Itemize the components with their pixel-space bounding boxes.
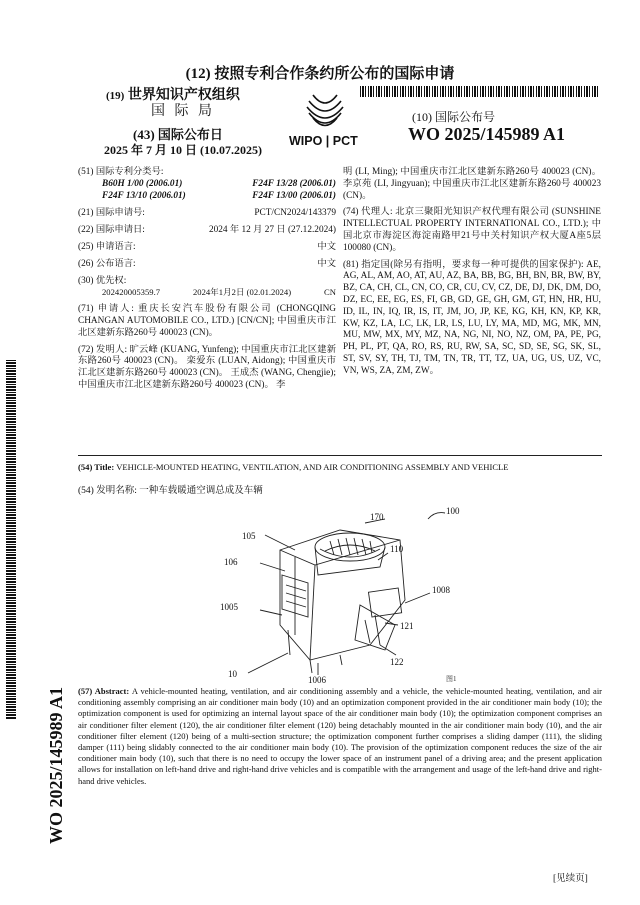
agent-block: (74) 代理人: 北京三聚阳光知识产权代理有限公司 (SUNSHINE INTELLECTUAL PROPERTY INTERNATIONAL CO., LTD.); 中国北京市海淀区海淀南路甲21号中关村知识产权大厦A座5层 100080 (CN)。: [343, 207, 601, 253]
bibliographic-left-column: [78, 167, 336, 392]
publication-language-row: [78, 259, 336, 271]
org-code: (19): [106, 90, 125, 102]
figure-label: 1005: [220, 602, 238, 612]
filing-date-label: (22) 国际申请日:: [78, 225, 145, 236]
abstract-label: (57) Abstract:: [78, 686, 130, 696]
designated-states-block: (81) 指定国(除另有指明，要求每一种可提供的国家保护): AE, AG, AL, AM, AO, AT, AU, AZ, BA, BB, BG, BH, BN, BR, BW, BY, BZ, CA, CH, CL, CN, CO, CR, CU, CV, CZ, DE, DJ, DK, DM, DO, DZ, EC, EE, EG, ES, FI, GB, GD, GE, GH, GM, GT, HN, HR, HU, ID, IL, IN, IQ, IR, IS, IT, JM, JO, JP, KE, KG, KH, KN, KP, KR, KW, KZ, LA, LC, LK, LR, LS, LU, LY, MA, MD, MG, MK, MN, MU, MW, MX, MY, MZ, NA, NG, NI, NO, NZ, OM, PA, PE, PG, PH, PL, PT, QA, RO, RS, RU, RW, SA, SC, SD, SE, SG, SK, SL, ST, SV, SY, TH, TJ, TM, TN, TR, TT, TZ, UA, UG, US, UZ, VC, VN, WS, ZA, ZM, ZW。: [343, 259, 601, 376]
publication-date-value: 2025 年 7 月 10 日 (10.07.2025): [104, 143, 262, 157]
figure-label: 170: [370, 512, 384, 522]
org-name-line1: 世界知识产权组织: [127, 88, 240, 103]
figure-label: 122: [390, 657, 404, 667]
patent-figure: [220, 505, 480, 685]
application-number: PCT/CN2024/143379: [254, 208, 336, 219]
publication-language-label: (26) 公布语言:: [78, 258, 136, 269]
title-chinese-text: 一种车载暖通空调总成及车辆: [139, 486, 263, 496]
figure-label: 10: [228, 669, 237, 679]
continued-on-next-page: [见续页]: [553, 874, 588, 884]
ipc-label: (51) 国际专利分类号:: [78, 167, 164, 177]
filing-language: 中文: [317, 241, 336, 252]
title-chinese: [78, 482, 263, 496]
publication-date-label: (43) 国际公布日: [133, 127, 223, 142]
publication-number-value: WO 2025/145989 A1: [408, 124, 566, 144]
figure-label: 105: [242, 531, 256, 541]
application-number-label: (21) 国际申请号:: [78, 208, 145, 219]
figure-label: 121: [400, 621, 414, 631]
inventors-continued: 明 (LI, Ming); 中国重庆市江北区建新东路260号 400023 (CN)。 李京苑 (LI, Jingyuan); 中国重庆市江北区建新东路260号 400023 (CN)。: [343, 167, 601, 201]
filing-date: 2024 年 12 月 27 日 (27.12.2024): [208, 225, 336, 236]
organization-bureau: 国 际 局: [151, 104, 215, 119]
wipo-pct-logo-text: WIPO | PCT: [289, 134, 358, 148]
figure-label: 106: [224, 557, 238, 567]
title-chinese-label: (54) 发明名称:: [78, 486, 137, 496]
side-publication-number: WO 2025/145989 A1: [46, 686, 66, 844]
figure-label: 110: [390, 544, 404, 554]
priority-country: CN: [324, 287, 336, 298]
ipc-code: F24F 13/10 (2006.01): [102, 190, 186, 201]
figure-label: 1006: [308, 675, 326, 685]
publication-barcode: [360, 86, 600, 97]
inventors-block: (72) 发明人: 旷云峰 (KUANG, Yunfeng); 中国重庆市江北区建新东路260号 400023 (CN)。 栾爱东 (LUAN, Aidong); 中国重庆市江北区建新东路260号 400023 (CN)。 王成杰 (WANG, Chengjie); 中国重庆市江北区建新东路260号 400023 (CN)。 李: [78, 344, 336, 390]
ipc-row: [78, 191, 336, 203]
bibliographic-right-column: [343, 167, 601, 378]
filing-date-row: [78, 225, 336, 237]
publication-language: 中文: [317, 258, 336, 269]
hvac-assembly-drawing: [220, 505, 480, 685]
figure-caption: 图1: [446, 675, 457, 683]
abstract-text: A vehicle-mounted heating, ventilation, and air conditioning assembly and a vehicle, the vehicle-mounted heating, ventilation, and air conditioning assembly comprising an air conditioner main body (10) and an optimization component provided in the air conditioner main body (10); the optimization component is used for optimizing an internal layout space of the air conditioner main body (10); the optimization component comprises an air conditioner filter element (120), the air conditioner filter element (120) being detachably mounted in the air conditioner main body (10), and the air conditioner filter element (120) being of a multi-section structure; the optimization component further comprises a sliding damper (111), the sliding damper (111) being slidably connected to the air conditioner main body (10). The provision of the optimization component reduces the size of the air conditioner main body (10), such that there is no need to occupy the lower space of an instrument panel of a driving area; and the present application allows for installation on left-hand drive and right-hand drive vehicles and is compatible with the arrangement and usage of the left-hand drive and right-hand drive vehicles.: [78, 686, 603, 786]
abstract: [78, 686, 602, 787]
ipc-row: [78, 179, 336, 191]
wipo-globe-icon: [285, 89, 365, 149]
application-number-row: [78, 208, 336, 220]
ipc-code: F24F 13/00 (2006.01): [252, 190, 336, 201]
priority-date: 2024年1月2日 (02.01.2024): [192, 287, 292, 298]
filing-language-label: (25) 申请语言:: [78, 241, 136, 252]
publication-number-label: (10) 国际公布号: [412, 110, 495, 124]
figure-label: 1008: [432, 585, 450, 595]
ipc-code: B60H 1/00 (2006.01): [102, 178, 183, 189]
filing-language-row: [78, 242, 336, 254]
section-divider: [78, 455, 602, 456]
priority-row: [78, 287, 336, 299]
ipc-code: F24F 13/28 (2006.01): [252, 178, 336, 189]
applicant-block: (71) 申请人: 重庆长安汽车股份有限公司 (CHONGQING CHANGAN AUTOMOBILE CO., LTD.) [CN/CN]; 中国重庆市江北区建新东路260号 400023 (CN)。: [78, 304, 336, 338]
document-type-heading: (12) 按照专利合作条约所公布的国际申请: [185, 66, 455, 82]
wipo-pct-logo: [285, 89, 365, 149]
side-barcode: [6, 360, 16, 720]
figure-label: 100: [446, 506, 460, 516]
title-english-text: VEHICLE-MOUNTED HEATING, VENTILATION, AND AIR CONDITIONING ASSEMBLY AND VEHICLE: [116, 462, 509, 472]
priority-number: 202420005359.7: [102, 287, 161, 298]
title-english: [78, 462, 509, 472]
title-english-label: (54) Title:: [78, 462, 115, 472]
priority-label: (30) 优先权:: [78, 275, 127, 286]
